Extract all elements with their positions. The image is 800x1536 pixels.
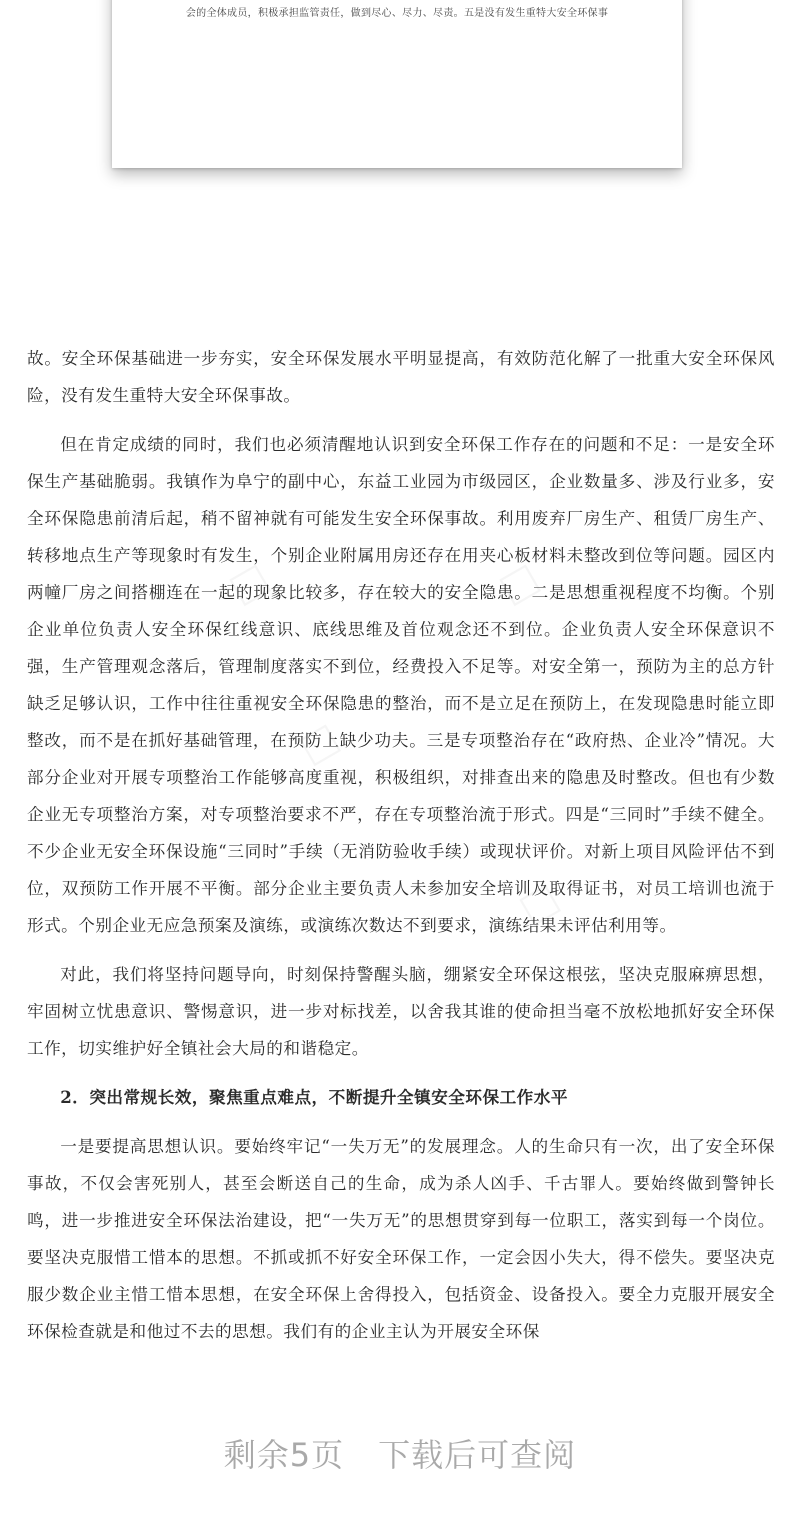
paragraph-continued: 故。安全环保基础进一步夯实，安全环保发展水平明显提高，有效防范化解了一批重大安全环保风险，没有发生重特大安全环保事故。 <box>27 349 775 405</box>
download-to-view-text: 下载后可查阅 <box>378 1436 577 1474</box>
preview-card-text: 会的全体成员，积极承担监管责任，做到尽心、尽力、尽责。五是没有发生重特大安全环保事 <box>185 8 609 19</box>
section-heading: 2．突出常规长效，聚焦重点难点，不断提升全镇安全环保工作水平 <box>60 1087 568 1107</box>
paragraph-response: 对此，我们将坚持问题导向，时刻保持警醒头脑，绷紧安全环保这根弦，坚决克服麻痹思想，牢固树立忧患意识、警惕意识，进一步对标找差，以舍我其谁的使命担当毫不放松地抓好安全环保工作，切实维护好全镇社会大局的和谐稳定。 <box>27 965 775 1058</box>
document-body <box>27 340 775 1362</box>
preview-page-card <box>112 0 682 168</box>
download-prompt-banner[interactable] <box>0 1430 800 1476</box>
paragraph-awareness: 一是要提高思想认识。要始终牢记“一失万无”的发展理念。人的生命只有一次，出了安全环保事故，不仅会害死别人，甚至会断送自己的生命，成为杀人凶手、千古罪人。要始终做到警钟长鸣，进一步推进安全环保法治建设，把“一失万无”的思想贯穿到每一位职工，落实到每一个岗位。要坚决克服惜工惜本的思想。不抓或抓不好安全环保工作，一定会因小失大，得不偿失。要坚决克服少数企业主惜工惜本思想，在安全环保上舍得投入，包括资金、设备投入。要全力克服开展安全环保检查就是和他过不去的思想。我们有的企业主认为开展安全环保 <box>27 1137 775 1341</box>
paragraph-problems: 但在肯定成绩的同时，我们也必须清醒地认识到安全环保工作存在的问题和不足：一是安全环保生产基础脆弱。我镇作为阜宁的副中心，东益工业园为市级园区，企业数量多、涉及行业多，安全环保隐患前清后起，稍不留神就有可能发生安全环保事故。利用废弃厂房生产、租赁厂房生产、转移地点生产等现象时有发生，个别企业附属用房还存在用夹心板材料未整改到位等问题。园区内两幢厂房之间搭棚连在一起的现象比较多，存在较大的安全隐患。二是思想重视程度不均衡。个别企业单位负责人安全环保红线意识、底线思维及首位观念还不到位。企业负责人安全环保意识不强，生产管理观念落后，管理制度落实不到位，经费投入不足等。对安全第一，预防为主的总方针缺乏足够认识，工作中往往重视安全环保隐患的整治，而不是立足在预防上，在发现隐患时能立即整改，而不是在抓好基础管理，在预防上缺少功夫。三是专项整治存在“政府热、企业冷”情况。大部分企业对开展专项整治工作能够高度重视，积极组织，对排查出来的隐患及时整改。但也有少数企业无专项整治方案，对专项整治要求不严，存在专项整治流于形式。四是“三同时”手续不健全。不少企业无安全环保设施“三同时”手续（无消防验收手续）或现状评价。对新上项目风险评估不到位，双预防工作开展不平衡。部分企业主要负责人未参加安全培训及取得证书，对员工培训也流于形式。个别企业无应急预案及演练，或演练次数达不到要求，演练结果未评估利用等。 <box>27 435 775 935</box>
remaining-pages-text: 剩余5页 <box>223 1436 345 1474</box>
